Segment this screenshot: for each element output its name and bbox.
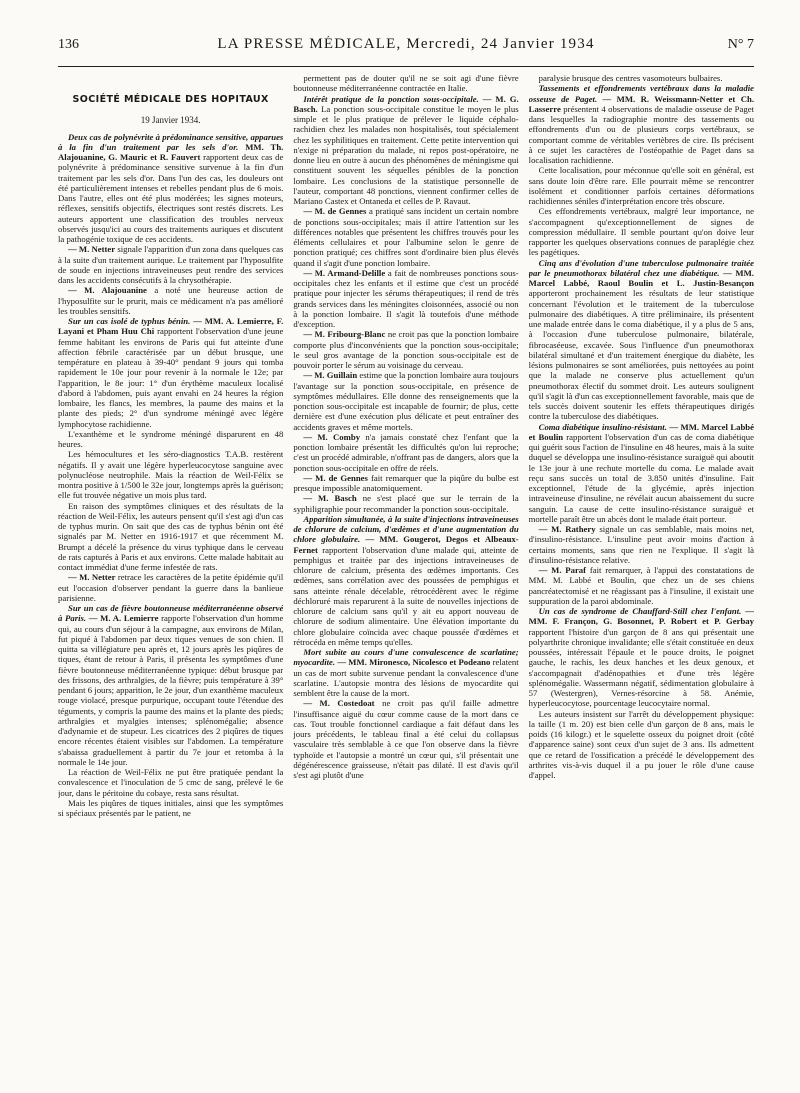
paragraph-title: Intérêt pratique de la ponction sous-occipitale. (303, 93, 479, 104)
paragraph-authors: — M. Paraf (538, 565, 587, 575)
paragraph (529, 165, 754, 206)
column-right (529, 73, 754, 1093)
paragraph-body: n'a jamais constaté chez l'enfant que la ponction lombaire présentât les difficultés qu'on lui reproche; c'est un procédé admirable, n'offrant pas de dangers, alors que la ponction sous-occipitale en offre de réels. (293, 431, 519, 473)
paragraph-authors: — M. Costedoat (303, 698, 375, 709)
paragraph-body: Ces effondrements vertébraux, malgré leur importance, ne s'accompagnent qu'exceptionnellement de signes de compression médullaire. Il semble pourtant qu'on doive leur rapporter les quelques observations connues de paraplégie chez les pagétiques. (528, 206, 754, 258)
paragraph (58, 244, 283, 285)
paragraph-authors: — MM. Mironesco, Nicolesco et Podeano (337, 657, 491, 668)
paragraph (58, 429, 283, 450)
column-left (58, 73, 283, 1093)
paragraph-body: relatent un cas de mort subite survenue pendant la convalescence d'une scarlatine. L'autopsie montra des lésions de myocardite qui semblent être la cause de la mort. (293, 657, 519, 698)
paragraph-body: fait remarquer, à l'appui des constatations de MM. M. Labbé et Boulin, que chez un de ses chiens pancréatectomisé et ne réagissant pas à l'insuline, il existait une suppuration de la paroi abdominale. (528, 565, 754, 606)
paragraph (58, 132, 283, 245)
paragraph-body: rapportent l'observation d'une jeune femme habitant les environs de Paris qui fut atteinte d'une affection fébrile caractérisée par un début brusque, une température en plateau à 39-40° pendant 9 jours qui tomba rapidement le 10e jour pour revenir à la normale le 12e; par l'apparition, le 8e jour: 1° d'un érythème maculeux localisé d'abord à l'abdomen, puis ayant envahi en 24 heures la région lombaire, les flancs, les membres, la paume des mains et la plante des pieds; 2° d'un syndrome méningé avec légère lymphocytose rachidienne. (58, 326, 284, 429)
paragraph (293, 647, 518, 698)
paragraph-authors: — M. Fribourg-Blanc (303, 329, 386, 340)
paragraph-authors: — MM. F. Françon, G. Bosonnet, P. Robert et P. Gerbay (528, 606, 754, 627)
paragraph (529, 606, 754, 709)
paragraph (529, 709, 754, 781)
paragraph-body: a noté une heureuse action de l'hyposulfite sur le prurit, mais ce médicament n'a pas amélioré les troubles sensitifs. (58, 285, 284, 316)
column-middle (293, 73, 518, 1093)
paragraph-authors: — M. Alajouanine (68, 285, 147, 296)
paragraph-authors: MM. Th. Alajouanine, G. Mauric et R. Fauvert (58, 141, 284, 162)
paragraph-body: Les auteurs insistent sur l'arrêt du développement physique: la taille (1 m. 20) est bien celle d'un garçon de 8 ans, mais le poids (16 kilogr.) et le squelette osseux du poignet droit (côté d'apparence saine) sont ceux d'un sujet de 3 ans. Ils admettent que ce retard de l'ossification a précédé le développement des arthrites vis-à-vis duquel il a pu jouer le rôle d'une cause d'appel. (528, 708, 754, 780)
paragraph-body: paralysie brusque des centres vasomoteurs bulbaires. (538, 73, 723, 83)
paragraph-body: rapporte l'observation d'un homme qui, au cours d'un séjour à la campagne, aux environs de Milan, fut piqué à l'abdomen par deux tiques venues de son chien. Il quitta sa villégiature peu après et, 12 jours après les piqûres de tiques, étant de retour à Paris, il présenta les symptômes d'une fièvre boutonneuse méditerranéenne typique: début brusque par des frissons, des arthralgies, de la fièvre; puis température à 39° pendant 6 jours; apparition, le 2e jour, d'un exanthème maculeux rouge violacé, presque purpurique, occupant toute l'étendue des téguments, y compris la paume des mains et la plante des pieds; arthralgies et myalgies intenses; splénomégalie; absence d'adynamie et de stupeur. Les cicatrices des 2 piqûres de tiques encore récentes étaient visibles sur l'abdomen. La température s'abaissa graduellement à partir du 7e jour et retomba à la normale le 14e jour. (58, 613, 284, 767)
paragraph (293, 370, 518, 432)
paragraph-authors: — M. de Gennes (303, 472, 368, 483)
paragraph (293, 94, 518, 207)
paragraph-authors: — M. Basch (303, 493, 357, 504)
paragraph-body: En raison des symptômes cliniques et des résultats de la réaction de Weil-Félix, les auteurs pensent qu'il s'est agi d'un cas de typhus murin. On sait que des cas de typhus bénin ont été signalés par M. Netter en 1916-1917 et que récemment M. Brumpt a décelé la présence du virus typhique dans le cerveau de rats capturés à Paris et aux environs. Cette malade habitait au contact immédiat d'une ferme infestée de rats. (58, 500, 284, 572)
paragraph-body: permettent pas de douter qu'il ne se soit agi d'une fièvre boutonneuse méditerranéenne contractée en Italie. (293, 73, 519, 94)
paragraph-body: signale un cas semblable, mais moins net, d'insulino-résistance. L'insuline peut avoir moins d'action à certains moments, sans que rien ne l'explique. Il s'agit là d'insulino-résistance relative. (528, 524, 754, 565)
paragraph-title: Mort subite au cours d'une convalescence de scarlatine; myocardite. (293, 647, 519, 668)
paragraph-body: ne croit pas qu'il faille admettre l'insuffisance aiguë du cœur comme cause de la mort dans ce cas. Tout trouble fonctionnel cardiaque a fait défaut dans les jours précédents, le tableau final a été celui du collapsus vasculaire très semblable à ce que l'on observe dans la fièvre typhoïde et l'autopsie a montré un cœur qui, s'il présentait une dégénérescence graisseuse, n'était pas dilaté. Il est d'avis qu'il s'est agi plutôt d'une (293, 698, 519, 780)
paragraph-body: rapportent l'histoire d'un garçon de 8 ans qui présentait une polyarthrite chronique invalidante; elle s'était constituée en deux poussées, intéressait l'épaule et le pouce droits, le poignet gauche, le rachis, les deux hanches et les deux genoux, et s'accompagnait d'adénopathies et d'une très légère splénomégalie. Wassermann négatif, sédimentation globulaire à 57 (Westergren), Vernes-résorcine à 58. Anémie, hyperleucocytose, pourcentage leucocytaire normal. (528, 626, 754, 709)
paragraph (293, 473, 518, 494)
paragraph-authors: — M. Netter (68, 572, 116, 583)
paragraph (529, 83, 754, 165)
paragraph-authors: — M. Netter (68, 244, 116, 255)
paragraph-title: Coma diabétique insulino-résistant. (538, 421, 667, 432)
paragraph-title: Sur un cas isolé de typhus bénin. (68, 316, 191, 326)
running-head (58, 36, 754, 67)
paragraph (293, 432, 518, 473)
paragraph-body: L'exanthème et le syndrome méningé disparurent en 48 heures. (58, 428, 284, 449)
paragraph-body: retrace les caractères de la petite épidémie qu'il eut l'occasion d'observer pendant la guerre dans la banlieue parisienne. (58, 572, 284, 603)
paragraph-body: présentent 4 observations de maladie osseuse de Paget dans lesquelles la radiographie montre des tassements ou effondrements d'un ou de plusieurs corps vertébraux, se comportant comme de véritables vertèbres de cire. Ils précisent à ce sujet les caractères de l'ostéopathie de Paget dans sa localisation rachidienne. (528, 103, 754, 165)
paragraph (529, 524, 754, 565)
paragraph-title: Deux cas de polynévrite à prédominance sensitive, apparues à la fin d'un traitement par les sels d'or. (58, 131, 284, 152)
paragraph-title: Tassements et effondrements vertébraux dans la maladie osseuse de Paget. (528, 83, 754, 104)
paragraph-authors: — M. A. Lemierre (88, 613, 159, 624)
section-title: SOCIÉTÉ MÉDICALE DES HOPITAUX (72, 94, 269, 105)
issue-number: N° 7 (727, 37, 754, 52)
paragraph-body: rapportent l'observation d'un cas de coma diabétique qui guérit sous l'action de l'insuline en 48 heures, mais à la suite duquel se développa une insulino-résistance suraiguë qui aboutit le 13e jour à une rechute mortelle du coma. Le malade avait reçu sans succès un total de 3.850 unités d'insuline. Fait exceptionnel, l'étude de la glycémie, après injection intraveineuse d'insuline, ne révélait aucun abaissement du sucre sanguin. La cause de cette insulino-résistance suraiguë et mortelle paraît être un abcès dont le malade était porteur. (528, 431, 754, 524)
paragraph (58, 572, 283, 603)
paragraph-authors: — MM. A. Lemierre, F. Layani et Pham Huu Chi (58, 316, 284, 337)
paragraph (58, 767, 283, 798)
paragraph-authors: — M. Comby (303, 431, 361, 442)
paragraph (529, 422, 754, 525)
paragraph-body: a fait de nombreuses ponctions sous-occipitales chez les enfants et il estime que c'est un procédé pratique pour injecter les sérums thérapeutiques; il rend de très grands services dans les méningites cloisonnées, associé ou non à la ponction lombaire. Il s'agit là toutefois d'une méthode d'exception. (293, 267, 519, 329)
paragraph-authors: — MM. Marcel Labbé et Boulin (528, 421, 754, 442)
paragraph-body: La réaction de Weil-Félix ne put être pratiquée pendant la convalescence et l'inoculation de 5 cmc de sang, prélevé le 6e jour, dans le péritoine du cobaye, resta sans résultat. (58, 767, 284, 798)
paragraph (58, 798, 283, 819)
paragraph-title: Un cas de syndrome de Chauffard-Still chez l'enfant. (538, 606, 742, 616)
paragraph-body: apporteront prochainement les résultats de leur statistique concernant l'évolution et le traitement de la tuberculose pulmonaire des diabétiques. A titre préliminaire, ils présentent une malade entrée dans le coma diabétique, il y a plus de 5 ans, à l'occasion d'une tuberculose pulmonaire, bilatérale, fibrocaséeuse, excavée. Sous l'influence d'un pneumothorax bilatéral simultané et d'un traitement énergique du diabète, les lésions pulmonaires se sont améliorées, puis nettoyées au point que la malade ne conserve plus actuellement qu'un pneumothorax électif du sommet droit. Les auteurs soulignent qu'il s'agit là d'un cas exceptionnellement favorable, mais que de tels succès doivent soutenir les effets thérapeutiques dirigés contre la tuberculose des diabétiques. (528, 288, 754, 422)
paragraph-body: La ponction sous-occipitale constitue le moyen le plus simple et le plus pratique de prélever le liquide céphalo-rachidien chez les malades non hospitalisés, tout spécialement chez les syphilitiques en traitement. Cette petite intervention qui n'exige ni préparation du malade, ni repos post-opératoire, ne donne lieu en outre à aucun des phénomènes de méningisme qui constituent souvent les séquelles pénibles de la ponction lombaire. Les conclusions de la statistique personnelle de l'auteur, comportant 48 ponctions, viennent confirmer celles de Mariano Castex et Ontaneda et celles de P. Ravaut. (293, 103, 519, 206)
journal-title: LA PRESSE MÉDICALE, Mercredi, 24 Janvier 1934 (217, 36, 595, 52)
paragraph-authors: — M. de Gennes (303, 206, 367, 217)
paragraph (529, 565, 754, 606)
paragraph-authors: — M. Armand-Delille (303, 267, 386, 278)
paragraph-body: estime que la ponction lombaire aura toujours l'avantage sur la ponction sous-occipitale, en présence de symptômes médullaires. Elle donne des renseignements que la ponction sous-occipitale est incapable de fournir; de plus, cette dernière est d'une exécution plus délicate et peut entraîner des accidents graves et même mortels. (293, 370, 519, 432)
page-number: 136 (58, 37, 79, 52)
paragraph (58, 449, 283, 500)
paragraph-body: ne croit pas que la ponction lombaire comporte plus d'inconvénients que la ponction sous-occipitale; le seul gros avantage de la ponction sous-occipitale est de pouvoir porter le sérum au voisinage du cerveau. (293, 329, 519, 370)
paragraph-body: ne s'est placé que sur le terrain de la syphiligraphie pour recommander la ponction sous-occipitale. (293, 493, 519, 514)
paragraph-body: Mais les piqûres de tiques initiales, ainsi que les symptômes si spéciaux présentés par le patient, ne (58, 797, 284, 818)
paragraph (58, 285, 283, 316)
paragraph (293, 206, 518, 268)
paragraph (58, 603, 283, 767)
paragraph (58, 501, 283, 573)
paragraph-authors: — M. Rathery (538, 524, 596, 534)
paragraph-title: Sur un cas de fièvre boutonneuse méditerranéenne observé à Paris. (58, 603, 284, 624)
paragraph-body: signale l'apparition d'un zona dans quelques cas à la suite d'un traitement aurique. Le traitement par l'hyposulfite de soude en injections intraveineuses peut rendre des services dans les accidents consécutifs à la chrysothérapie. (58, 244, 284, 285)
paragraph-body: fait remarquer que la piqûre du bulbe est presque impossible anatomiquement. (293, 472, 519, 493)
paragraph-body: rapportent deux cas de polynévrite à prédominance sensitive survenue à la fin d'un traitement par les sels d'or. Dans l'un des cas, les douleurs ont été particulièrement intenses et rebelles pendant plus de 6 mois. Dans l'autre, elles ont été plus modérées; les signes moteurs, réflexes, sensitifs objectifs, électriques sont restés discrets. Les auteurs apportent une classification des troubles nerveux observés jusqu'ici au cours des traitements auriques et discutent la pathogénie toxique de ces accidents. (58, 152, 284, 244)
paragraph (529, 258, 754, 422)
paragraph (293, 329, 518, 370)
paragraph-authors: — M. Guillain (303, 370, 358, 381)
paragraph (58, 316, 283, 429)
paragraph-body: a pratiqué sans incident un certain nombre de ponctions sous-occipitales; mais il attire l'attention sur les différences notables que présentent les chiffres trouvés pour les éléments cellulaires et pour l'albumine selon le genre de ponction pratiqué; ces chiffres sont d'ordinaire bien plus élevés quand il s'agit d'une ponction lombaire. (293, 206, 519, 268)
section-date: 19 Janvier 1934. (140, 115, 201, 126)
paragraph (293, 73, 518, 94)
paragraph (293, 514, 518, 647)
article-columns (58, 73, 754, 1093)
paragraph-body: rapportent l'observation d'une malade qui, atteinte de pemphigus et traitée par des injections intraveineuses de chlorure de calcium, présenta des œdèmes importants. Ces œdèmes, sans corrélation avec des poussées de pemphigus et sans atteinte rénale décelable, rétrocédèrent avec le régime déchloruré mais reparurent à la suite de nouvelles injections de chlorure de calcium sans qu'il y ait eu apport nouveau de chlorure de sodium alimentaire. Une élévation importante du chlore globulaire coïncida avec chaque poussée d'œdèmes et rétrocéda en même temps qu'elles. (293, 544, 519, 647)
paragraph-title: Apparition simultanée, à la suite d'injections intraveineuses de chlorure de calcium, d'œdèmes et d'une augmentation du chlore globulaire. (293, 513, 519, 545)
paragraph (293, 493, 518, 514)
paragraph-authors: — MM. Gougerot, Degos et Albeaux-Fernet (293, 534, 519, 555)
paragraph (293, 268, 518, 330)
paragraph (293, 698, 518, 780)
paragraph-authors: — M. G. Basch. (293, 93, 519, 114)
paragraph-authors: — MM. Marcel Labbé, Raoul Boulin et L. Justin-Besançon (528, 267, 754, 288)
paragraph-authors: — MM. R. Weissmann-Netter et Ch. Lasserre (528, 93, 754, 114)
paragraph (529, 206, 754, 257)
paragraph-body: Les hémocultures et les séro-diagnostics T.A.B. restèrent négatifs. Il y avait une légère hyperleucocytose sanguine avec polynucléose neutrophile. Mais la réaction de Weil-Félix se montra positive à 1/500 le 32e jour, longtemps après la guérison; elle fut trouvée négative un mois plus tard. (58, 449, 284, 501)
paragraph-body: Cette localisation, pour méconnue qu'elle soit en général, est sans doute loin d'être rare. Elle pourrait même se rencontrer isolément et conditionner parfois certaines déformations rachidiennes séniles d'interprétation encore très obscure. (528, 165, 754, 206)
paragraph-title: Cinq ans d'évolution d'une tuberculose pulmonaire traitée par le pneumothorax bilatéral chez une diabétique. (528, 257, 754, 278)
paragraph (529, 73, 754, 83)
